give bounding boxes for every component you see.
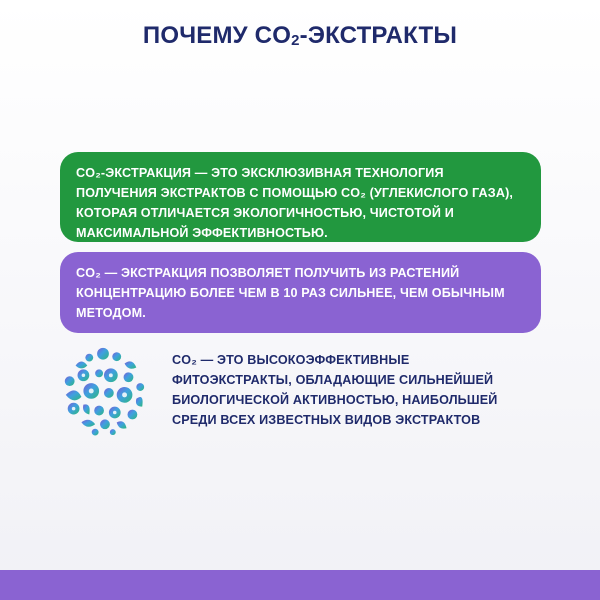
page-title: ПОЧЕМУ $CO_2$-ЭКСТРАКТЫ (142, 22, 458, 49)
bottom-accent-bar (0, 570, 600, 600)
info-card-co2-technology (60, 152, 541, 242)
info-text: CO₂ — ЭТО ВЫСОКОЭФФЕКТИВНЫЕ ФИТОЭКСТРАКТЫ, ОБЛАДАЮЩИЕ СИЛЬНЕЙШЕЙ БИОЛОГИЧЕСКОЙ АКТИВНОСТЬЮ, НАИБОЛЬШЕЙ СРЕДИ ВСЕХ ИЗВЕСТНЫХ ВИДОВ ЭКСТРАКТОВ (172, 353, 498, 427)
info-card-concentration (60, 252, 541, 333)
info-card-text: CO₂-ЭКСТРАКЦИЯ — ЭТО ЭКСКЛЮЗИВНАЯ ТЕХНОЛОГИЯ ПОЛУЧЕНИЯ ЭКСТРАКТОВ С ПОМОЩЬЮ CO₂ (УГЛЕКИСЛОГО ГАЗА), КОТОРАЯ ОТЛИЧАЕТСЯ ЭКОЛОГИЧНОСТЬЮ, ЧИСТОТОЙ И МАКСИМАЛЬНОЙ ЭФФЕКТИВНОСТЬЮ. (76, 166, 514, 240)
info-text-bioactivity (172, 350, 532, 430)
info-card-text: CO₂ — ЭКСТРАКЦИЯ ПОЗВОЛЯЕТ ПОЛУЧИТЬ ИЗ РАСТЕНИЙ КОНЦЕНТРАЦИЮ БОЛЕЕ ЧЕМ В 10 РАЗ СИЛЬНЕЕ, ЧЕМ ОБЫЧНЫМ МЕТОДОМ. (76, 266, 505, 320)
floral-circle-icon (54, 340, 152, 438)
